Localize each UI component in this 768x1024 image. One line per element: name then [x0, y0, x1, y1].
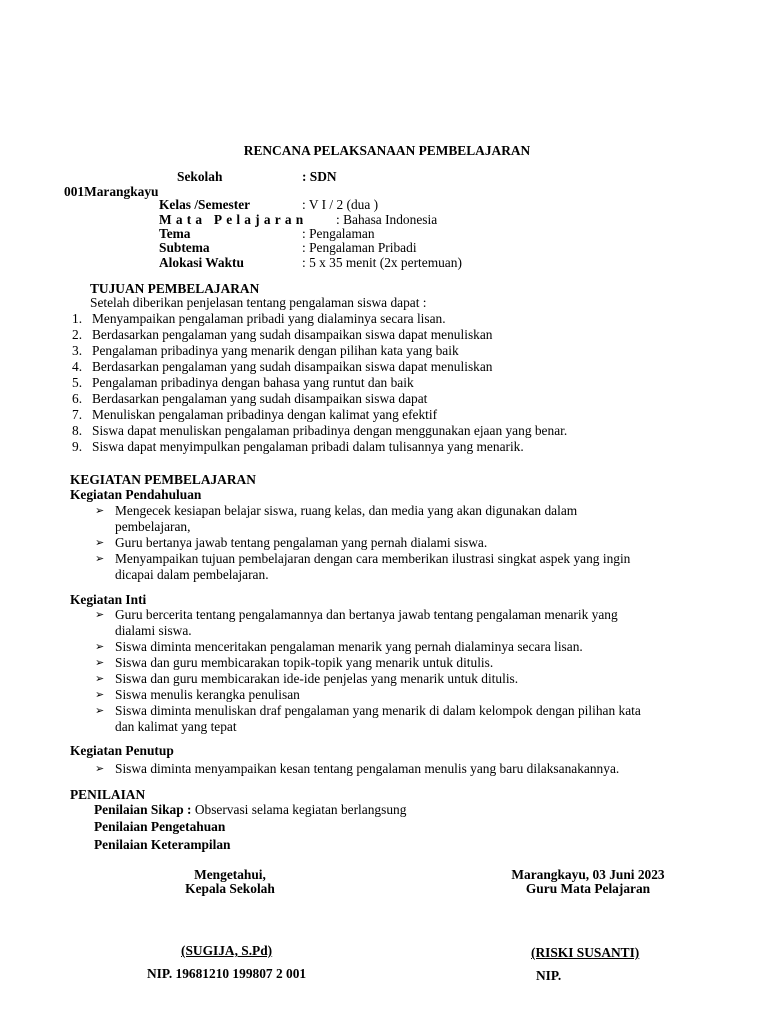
sign-left-line2: Kepala Sekolah: [185, 881, 275, 896]
arrow-bullet-icon: ➢: [95, 762, 105, 775]
tujuan-item-text: Menuliskan pengalaman pribadinya dengan kalimat yang efektif: [92, 407, 438, 422]
inti-item-line: Siswa diminta menuliskan draf pengalaman yang menarik di dalam kelompok dengan pilihan kata: [115, 703, 641, 718]
tujuan-item-number: 1.: [72, 311, 83, 326]
pendahuluan-item-line: Mengecek kesiapan belajar siswa, ruang kelas, dan media yang akan digunakan dalam: [115, 503, 578, 518]
arrow-bullet-icon: ➢: [95, 656, 105, 669]
sign-left-nip: NIP. 19681210 199807 2 001: [147, 966, 307, 981]
pendahuluan-list: [70, 503, 630, 583]
penilaian-sikap-label: Penilaian Sikap :: [94, 802, 192, 817]
tujuan-item-number: 5.: [72, 375, 83, 390]
arrow-bullet-icon: ➢: [95, 672, 105, 685]
inti-item-line: Siswa dan guru membicarakan ide-ide penjelas yang menarik untuk ditulis.: [115, 671, 519, 686]
tujuan-item: [72, 327, 567, 343]
tujuan-item-text: Siswa dapat menyimpulkan pengalaman pribadi dalam tulisannya yang menarik.: [92, 439, 524, 454]
arrow-bullet-icon: ➢: [95, 504, 105, 517]
tema-value: : Pengalaman: [302, 226, 375, 241]
tujuan-list: [72, 311, 567, 455]
tujuan-item-number: 8.: [72, 423, 83, 438]
pendahuluan-item: [70, 551, 630, 583]
tujuan-item-text: Berdasarkan pengalaman yang sudah disampaikan siswa dapat menuliskan: [92, 327, 493, 342]
document-title: RENCANA PELAKSANAAN PEMBELAJARAN: [243, 143, 531, 158]
subtema-value: : Pengalaman Pribadi: [302, 240, 417, 255]
inti-list: [70, 607, 641, 735]
tujuan-item-text: Pengalaman pribadinya yang menarik dengan pilihan kata yang baik: [92, 343, 459, 358]
sign-left-line1: Mengetahui,: [194, 867, 266, 882]
arrow-bullet-icon: ➢: [95, 536, 105, 549]
arrow-bullet-icon: ➢: [95, 704, 105, 717]
pendahuluan-item-line: pembelajaran,: [115, 519, 191, 534]
arrow-bullet-icon: ➢: [95, 688, 105, 701]
sign-left-name: (SUGIJA, S.Pd): [181, 943, 273, 958]
inti-item: [70, 671, 641, 687]
pendahuluan-item: [70, 503, 630, 535]
inti-item: [70, 639, 641, 655]
tujuan-item: [72, 343, 567, 359]
tujuan-item: [72, 391, 567, 407]
tujuan-item: [72, 439, 567, 455]
inti-item-line: Siswa diminta menceritakan pengalaman menarik yang pernah dialaminya secara lisan.: [115, 639, 583, 654]
tujuan-item-text: Pengalaman pribadinya dengan bahasa yang runtut dan baik: [92, 375, 414, 390]
inti-heading: Kegiatan Inti: [70, 592, 147, 607]
tujuan-item-text: Berdasarkan pengalaman yang sudah disampaikan siswa dapat: [92, 391, 428, 406]
subtema-label: Subtema: [159, 240, 210, 255]
arrow-bullet-icon: ➢: [95, 552, 105, 565]
inti-item-line: Siswa menulis kerangka penulisan: [115, 687, 300, 702]
sekolah-value: : SDN: [302, 169, 337, 184]
kegiatan-heading: KEGIATAN PEMBELAJARAN: [70, 472, 256, 487]
kelas-label: Kelas /Semester: [159, 197, 251, 212]
penutup-item-line: Siswa diminta menyampaikan kesan tentang pengalaman menulis yang baru dilaksanakannya.: [115, 761, 620, 776]
sign-right-line1: Marangkayu, 03 Juni 2023: [511, 867, 665, 882]
penilaian-pengetahuan: Penilaian Pengetahuan: [94, 819, 226, 834]
inti-item: [70, 655, 641, 671]
tujuan-item: [72, 423, 567, 439]
tujuan-item-number: 9.: [72, 439, 83, 454]
penilaian-heading: PENILAIAN: [70, 787, 146, 802]
sekolah-value-cont: 001Marangkayu: [64, 184, 159, 199]
tujuan-intro: Setelah diberikan penjelasan tentang pengalaman siswa dapat :: [90, 295, 427, 310]
inti-item-line: Guru bercerita tentang pengalamannya dan bertanya jawab tentang pengalaman menarik yang: [115, 607, 618, 622]
tujuan-heading: TUJUAN PEMBELAJARAN: [90, 281, 260, 296]
tujuan-item-number: 3.: [72, 343, 83, 358]
alokasi-value: : 5 x 35 menit (2x pertemuan): [302, 255, 462, 270]
arrow-bullet-icon: ➢: [95, 640, 105, 653]
penilaian-sikap: [94, 802, 406, 818]
tema-label: Tema: [159, 226, 191, 241]
inti-item: [70, 607, 641, 639]
penilaian-sikap-value: Observasi selama kegiatan berlangsung: [191, 802, 407, 817]
tujuan-item-number: 7.: [72, 407, 83, 422]
sekolah-label: Sekolah: [177, 169, 223, 184]
tujuan-item-text: Berdasarkan pengalaman yang sudah disampaikan siswa dapat menuliskan: [92, 359, 493, 374]
penutup-list: [70, 761, 619, 777]
tujuan-item: [72, 375, 567, 391]
penutup-item: [70, 761, 619, 777]
tujuan-item: [72, 359, 567, 375]
penutup-heading: Kegiatan Penutup: [70, 743, 174, 758]
tujuan-item-number: 2.: [72, 327, 83, 342]
sign-right-line2: Guru Mata Pelajaran: [525, 881, 651, 896]
sign-right-name: (RISKI SUSANTI): [531, 945, 640, 960]
inti-item: [70, 703, 641, 735]
penilaian-keterampilan: Penilaian Keterampilan: [94, 837, 231, 852]
alokasi-label: Alokasi Waktu: [159, 255, 244, 270]
pendahuluan-item-line: Menyampaikan tujuan pembelajaran dengan cara memberikan ilustrasi singkat aspek yang ingin: [115, 551, 631, 566]
tujuan-item: [72, 407, 567, 423]
pendahuluan-item: [70, 535, 630, 551]
sign-right-nip: NIP.: [536, 968, 562, 983]
inti-item-line: dan kalimat yang tepat: [115, 719, 237, 734]
inti-item: [70, 687, 641, 703]
tujuan-item-number: 6.: [72, 391, 83, 406]
pendahuluan-item-line: dicapai dalam pembelajaran.: [115, 567, 269, 582]
pendahuluan-heading: Kegiatan Pendahuluan: [70, 487, 202, 502]
inti-item-line: Siswa dan guru membicarakan topik-topik yang menarik untuk ditulis.: [115, 655, 494, 670]
mapel-value: : Bahasa Indonesia: [336, 212, 438, 227]
mapel-label: Mata Pelajaran: [159, 212, 308, 227]
pendahuluan-item-line: Guru bertanya jawab tentang pengalaman yang pernah dialami siswa.: [115, 535, 488, 550]
arrow-bullet-icon: ➢: [95, 608, 105, 621]
kelas-value: : V I / 2 (dua ): [302, 197, 379, 212]
tujuan-item-text: Siswa dapat menuliskan pengalaman pribadinya dengan menggunakan ejaan yang benar.: [92, 423, 568, 438]
tujuan-item-text: Menyampaikan pengalaman pribadi yang dialaminya secara lisan.: [92, 311, 446, 326]
inti-item-line: dialami siswa.: [115, 623, 192, 638]
tujuan-item-number: 4.: [72, 359, 83, 374]
tujuan-item: [72, 311, 567, 327]
